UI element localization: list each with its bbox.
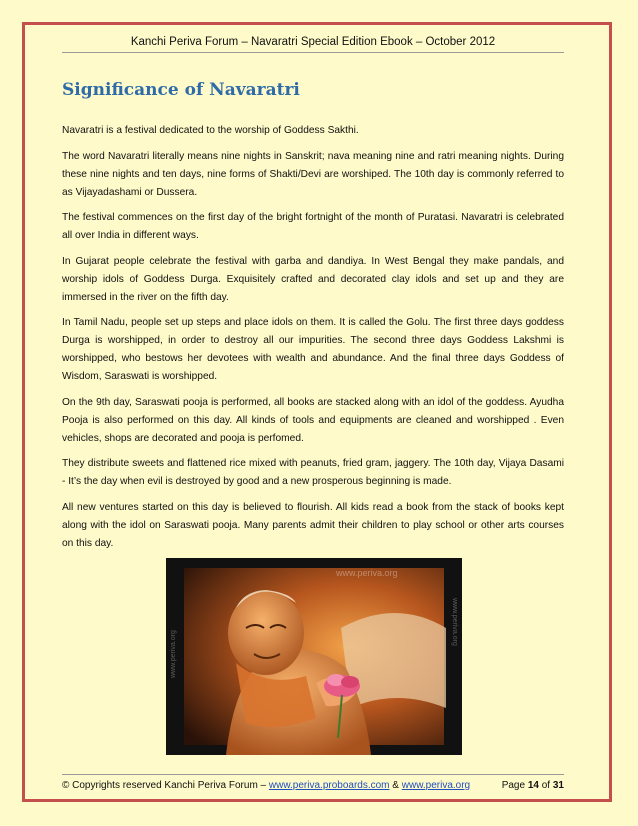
paragraph: They distribute sweets and flattened rice mixed with peanuts, fried gram, jaggery. The 10th day, Vijaya Dasami - It’s the day when evil is destroyed by good and a new prosperous beginning is made. bbox=[62, 458, 564, 487]
paragraph: The word Navaratri literally means nine nights in Sanskrit; nava meaning nine and ratri meaning nights. During these nine nights and ten days, nine forms of Shakti/Devi are worshiped. The 10th day is commonly referred to as Vijayadashami or Dussera. bbox=[62, 150, 564, 198]
footer-copyright bbox=[62, 780, 470, 791]
page-title: Significance of Navaratri bbox=[62, 80, 300, 100]
paragraph: All new ventures started on this day is believed to flourish. All kids read a book from the stack of books kept along with the idol on Saraswati pooja. Many parents admit their children to play school or other arts courses on this day. bbox=[62, 501, 564, 549]
paragraph: Navaratri is a festival dedicated to the worship of Goddess Sakthi. bbox=[62, 125, 359, 136]
paragraph: In Gujarat people celebrate the festival with garba and dandiya. In West Bengal they make pandals, and worship idols of Goddess Durga. Exquisitely crafted and decorated clay idols and set up and they are immersed in the river on the fifth day. bbox=[62, 255, 564, 303]
periva-org-link[interactable]: www.periva.org bbox=[401, 780, 471, 791]
running-footer bbox=[62, 774, 564, 791]
watermark-text-vertical-left: www.periva.org bbox=[170, 630, 177, 678]
total-pages: 31 bbox=[552, 780, 564, 791]
running-header: Kanchi Periva Forum – Navaratri Special Edition Ebook – October 2012 bbox=[62, 36, 564, 53]
ampersand: & bbox=[389, 780, 402, 791]
photo-illustration bbox=[166, 558, 462, 755]
watermark-text-vertical-right: www.periva.org bbox=[451, 598, 458, 646]
copyright-prefix: © Copyrights reserved Kanchi Periva Forum – bbox=[62, 780, 269, 791]
page-number: Page 14 of 31 bbox=[501, 780, 564, 791]
periva-photo bbox=[166, 558, 462, 755]
paragraph: The festival commences on the first day of the bright fortnight of the month of Puratasi. Navaratri is celebrated all over India in different ways. bbox=[62, 212, 564, 241]
paragraph: In Tamil Nadu, people set up steps and place idols on them. It is called the Golu. The first three days goddess Durga is worshipped, in order to destroy all our impurities. The second three days Goddess Lakshmi is worshipped, who bestows her devotees with wealth and abundance. And the final three days Goddess of Wisdom, Saraswati is worshipped. bbox=[62, 317, 564, 382]
watermark-text: www.periva.org bbox=[336, 568, 398, 578]
article-body bbox=[62, 122, 564, 560]
proboards-link[interactable]: www.periva.proboards.com bbox=[268, 780, 390, 791]
paragraph: On the 9th day, Saraswati pooja is performed, all books are stacked along with an idol of the goddess. Ayudha Pooja is also performed on this day. All kinds of tools and equipments are cleaned and worshipped . Even vehicles, shops are decorated and pooja is perfomed. bbox=[62, 396, 564, 444]
current-page: 14 bbox=[527, 780, 539, 791]
